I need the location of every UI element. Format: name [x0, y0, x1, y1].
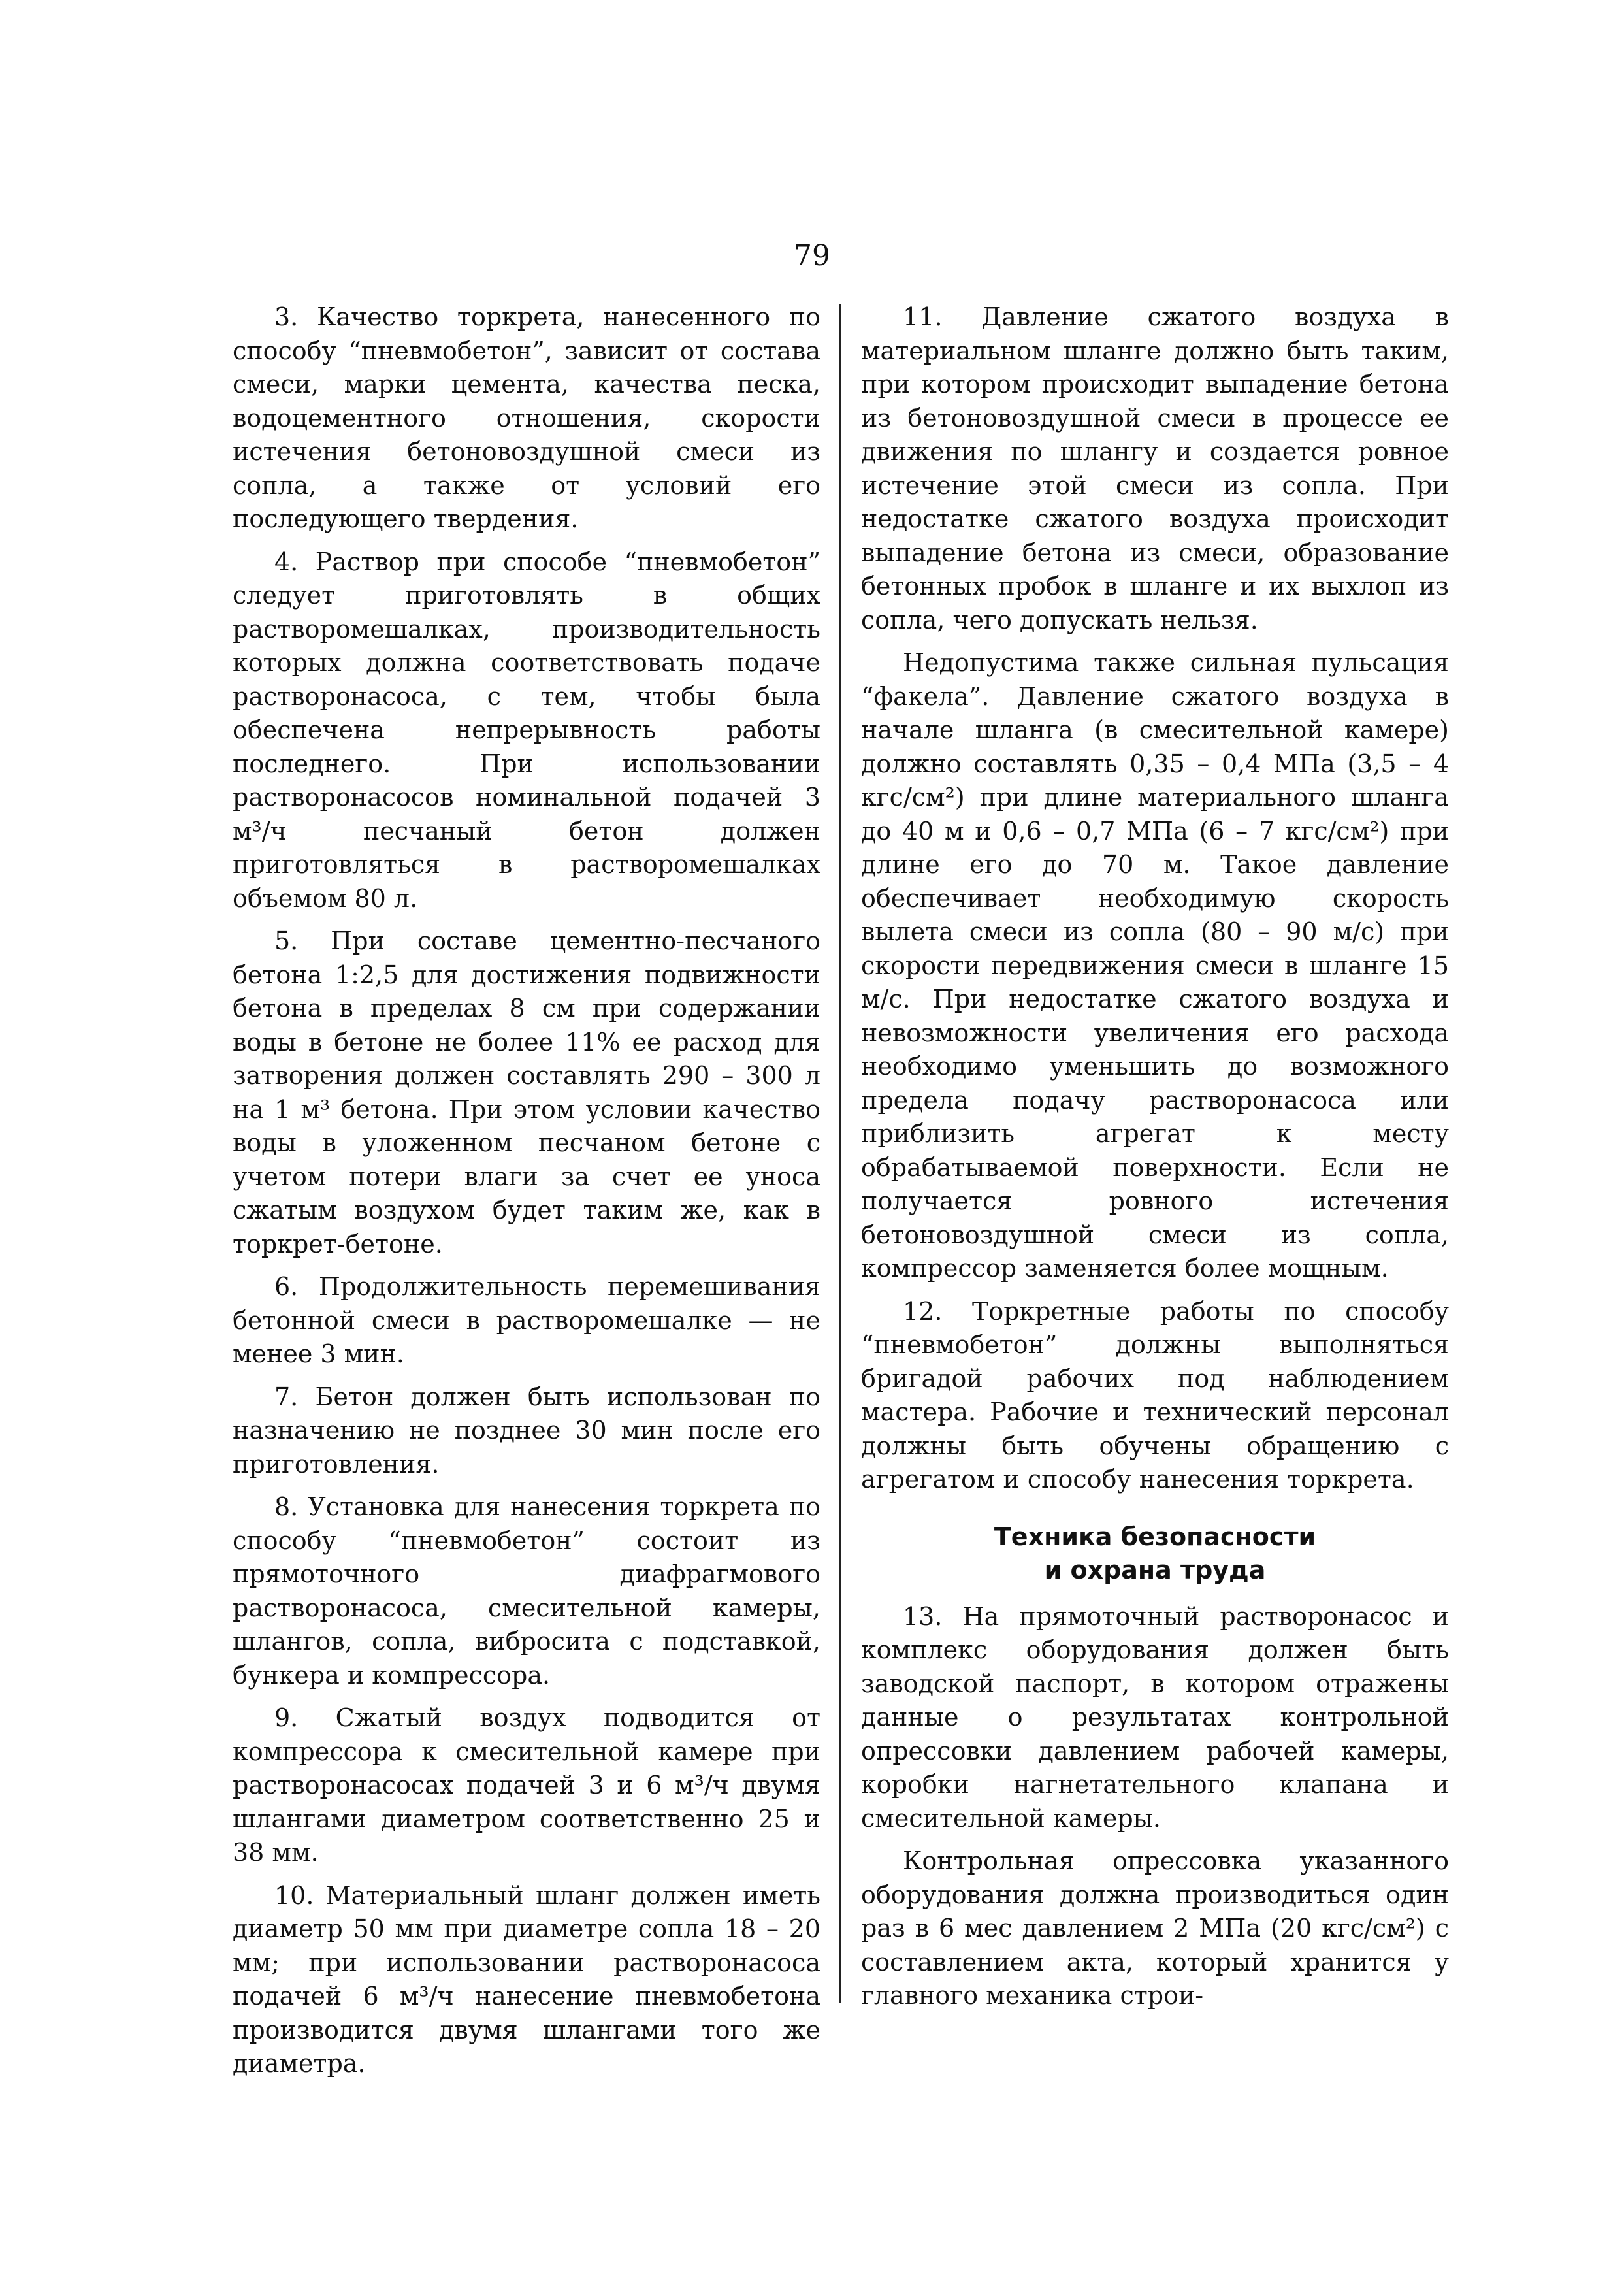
right-column: [861, 301, 1449, 2022]
section-heading-line-1: Техника безопасности: [994, 1522, 1316, 1551]
paragraph-13-continued: Контрольная опрессовка указанного оборудования должна производиться один раз в 6 мес давлением 2 МПа (20 кгс/см²) с составлением акта, который хранится у главного механика строи-: [861, 1846, 1449, 2010]
page-number: 79: [794, 239, 830, 272]
paragraph-10: 10. Материальный шланг должен иметь диаметр 50 мм при диаметре сопла 18 – 20 мм; при использовании растворонасоса подачей 6 м³/ч нанесение пневмобетона производится двумя шлангами того же диаметра.: [233, 1880, 820, 2078]
paragraph-4: 4. Раствор при способе “пневмобетон” следует приготовлять в общих растворомешалках, производительность которых должна соответствовать подаче растворонасоса, с тем, чтобы была обеспечена непрерывность работы последнего. При использовании растворонасосов номинальной подачей 3 м³/ч песчаный бетон должен приготовляться в растворомешалках объемом 80 л.: [233, 547, 820, 913]
left-column: [233, 301, 820, 2090]
paragraph-8: 8. Установка для нанесения торкрета по способу “пневмобетон” состоит из прямоточного диафрагмового растворонасоса, смесительной камеры, шлангов, сопла, вибросита с подставкой, бункера и компрессора.: [233, 1492, 820, 1690]
paragraph-9: 9. Сжатый воздух подводится от компрессора к смесительной камере при растворонасосах подачей 3 и 6 м³/ч двумя шлангами диаметром соответственно 25 и 38 мм.: [233, 1703, 820, 1867]
paragraph-13: 13. На прямоточный растворонасос и комплекс оборудования должен быть заводской паспорт, в котором отражены данные о результатах контрольной опрессовки давлением рабочей камеры, коробки нагнетательного клапана и смесительной камеры.: [861, 1601, 1449, 1833]
paragraph-11: 11. Давление сжатого воздуха в материальном шланге должно быть таким, при котором происходит выпадение бетона из бетоновоздушной смеси в процессе ее движения по шлангу и создается ровное истечение этой смеси из сопла. При недостатке сжатого воздуха происходит выпадение бетона из смеси, образование бетонных пробок в шланге и их выхлоп из сопла, чего допускать нельзя.: [861, 303, 1449, 634]
paragraph-6: 6. Продолжительность перемешивания бетонной смеси в растворомешалке — не менее 3 мин.: [233, 1272, 820, 1368]
paragraph-3: 3. Качество торкрета, нанесенного по способу “пневмобетон”, зависит от состава смеси, марки цемента, качества песка, водоцементного отношения, скорости истечения бетоновоздушной смеси из сопла, а также от условий его последующего твердения.: [233, 303, 820, 533]
section-heading-line-2: и охрана труда: [1044, 1555, 1266, 1584]
paragraph-11-continued: Недопустима также сильная пульсация “факела”. Давление сжатого воздуха в начале шланга (в смесительной камере) должно составлять 0,35 – 0,4 МПа (3,5 – 4 кгс/см²) при длине материального шланга до 40 м и 0,6 – 0,7 МПа (6 – 7 кгс/см²) при длине его до 70 м. Такое давление обеспечивает необходимую скорость вылета смеси из сопла (80 – 90 м/с) при скорости передвижения смеси в шланге 15 м/с. При недостатке сжатого воздуха и невозможности увеличения его расхода необходимо уменьшить до возможного предела подачу растворонасоса или приблизить агрегат к месту обрабатываемой поверхности. Если не получается ровного истечения бетоновоздушной смеси из сопла, компрессор заменяется более мощным.: [861, 648, 1449, 1283]
column-divider: [839, 304, 841, 2003]
section-heading: [861, 1520, 1449, 1587]
paragraph-7: 7. Бетон должен быть использован по назначению не позднее 30 мин после его приготовления.: [233, 1382, 820, 1479]
paragraph-5: 5. При составе цементно-песчаного бетона 1:2,5 для достижения подвижности бетона в пределах 8 см при содержании воды в бетоне не более 11% ее расход для затворения должен составлять 290 – 300 л на 1 м³ бетона. При этом условии качество воды в уложенном песчаном бетоне с учетом потери влаги за счет ее уноса сжатым воздухом будет таким же, как в торкрет-бетоне.: [233, 926, 820, 1258]
paragraph-12: 12. Торкретные работы по способу “пневмобетон” должны выполняться бригадой рабочих под наблюдением мастера. Рабочие и технический персонал должны быть обучены обращению с агрегатом и способу нанесения торкрета.: [861, 1296, 1449, 1494]
